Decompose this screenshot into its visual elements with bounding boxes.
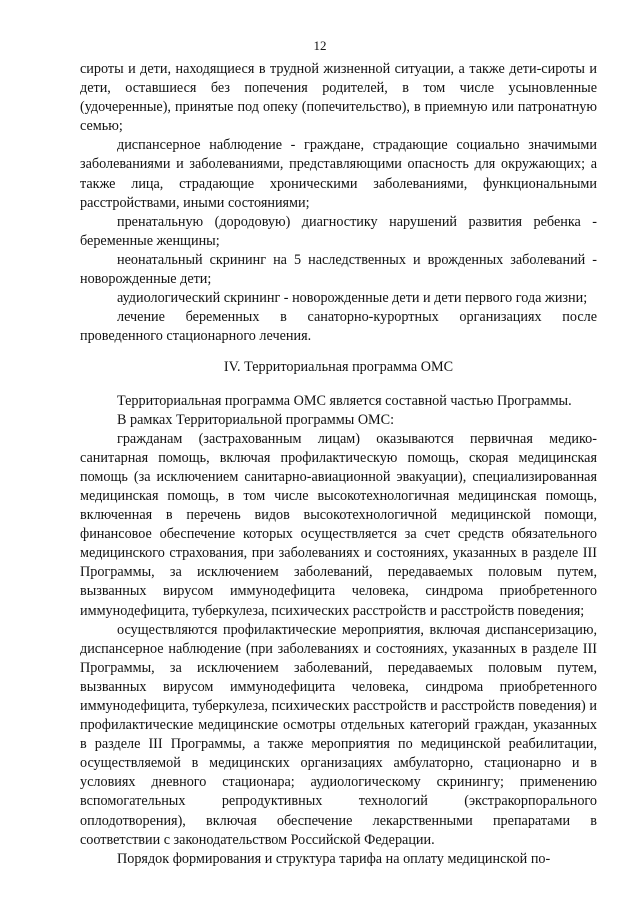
page-content (80, 60, 597, 869)
paragraph: аудиологический скрининг - новорожденные дети и дети первого года жизни; (117, 290, 588, 307)
paragraph: Территориальная программа ОМС является составной частью Программы. (117, 392, 572, 409)
paragraph: диспансерное наблюдение - граждане, страдающие социально значимыми заболеваниями и заболеваниями, представляющими опасность для окружающих; а также лица, страдающие хроническими заболеваниями, функциональными расстройствами, иными состояниями; (80, 137, 597, 211)
paragraph: гражданам (застрахованным лицам) оказываются первичная медико-санитарная помощь, включая профилактическую помощь, скорая медицинская помощь (за исключением санитарно-авиационной эвакуации), специализированная медицинская помощь, в том числе высокотехнологичная медицинская помощь, включенная в перечень видов высокотехнологичной медицинской помощи, финансовое обеспечение которых осуществляется за счет средств обязательного медицинского страхования, при заболеваниях и состояниях, указанных в разделе III Программы, за исключением заболеваний, передаваемых половым путем, вызванных вирусом иммунодефицита человека, синдрома приобретенного иммунодефицита, туберкулеза, психических расстройств и расстройств поведения; (80, 430, 597, 619)
page-number: 12 (313, 38, 327, 53)
paragraph: лечение беременных в санаторно-курортных организациях после проведенного стационарного лечения. (80, 309, 597, 345)
paragraph: Порядок формирования и структура тарифа на оплату медицинской по- (117, 850, 551, 867)
section-heading: IV. Территориальная программа ОМС (223, 359, 454, 376)
paragraph: сироты и дети, находящиеся в трудной жизненной ситуации, а также дети-сироты и дети, оставшиеся без попечения родителей, в том числе усыновленные (удочеренные), принятые под опеку (попечительство), в приемную или патронатную семью; (80, 61, 597, 135)
paragraph: пренатальную (дородовую) диагностику нарушений развития ребенка - беременные женщины; (80, 213, 597, 249)
paragraph: осуществляются профилактические мероприятия, включая диспансеризацию, диспансерное наблюдение (при заболеваниях и состояниях, указанных в разделе III Программы, за исключением заболеваний, передаваемых половым путем, вызванных вирусом иммунодефицита человека, синдрома приобретенного иммунодефицита, туберкулеза, психических расстройств и расстройств поведения) и профилактические медицинские осмотры отдельных категорий граждан, указанных в разделе III Программы, а также мероприятия по медицинской реабилитации, осуществляемой в медицинских организациях амбулаторно, стационарно и в условиях дневного стационара; аудиологическому скринингу; применению вспомогательных репродуктивных технологий (экстракорпорального оплодотворения), включая обеспечение лекарственными препаратами в соответствии с законодательством Российской Федерации. (80, 621, 597, 848)
paragraph: неонатальный скрининг на 5 наследственных и врожденных заболеваний - новорожденные дети; (80, 251, 597, 288)
paragraphs-before-heading (80, 60, 597, 346)
paragraphs-after-heading (80, 392, 597, 869)
paragraph: В рамках Территориальной программы ОМС: (117, 411, 395, 428)
